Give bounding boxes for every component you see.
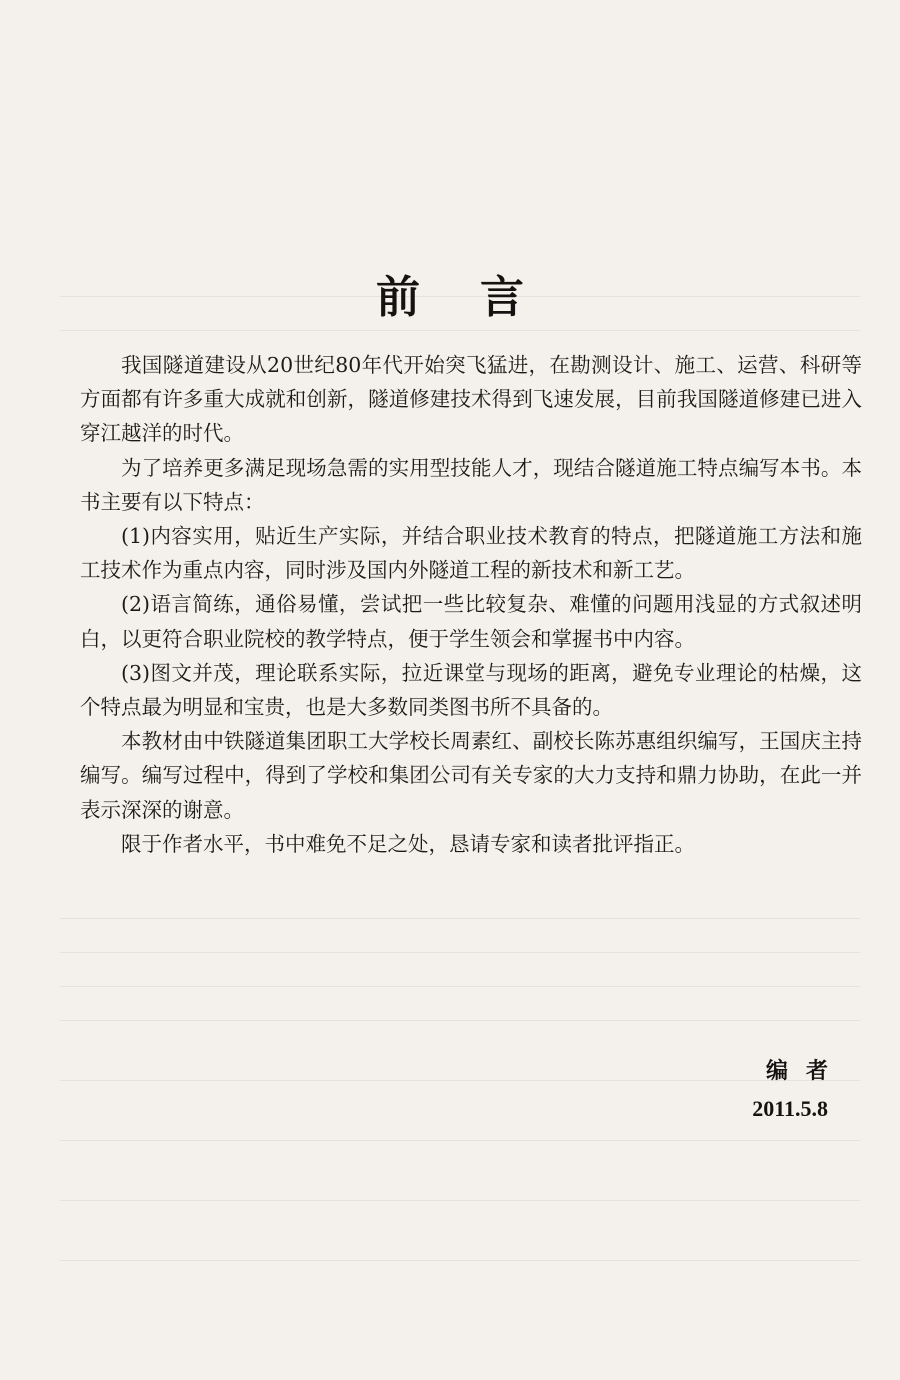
show-through-line: [60, 1020, 860, 1021]
page-title: 前言: [376, 272, 584, 324]
paragraph: (2)语言简练，通俗易懂，尝试把一些比较复杂、难懂的问题用浅显的方式叙述明白，以更符合职业院校的教学特点，便于学生领会和掌握书中内容。: [80, 592, 862, 651]
paragraph: 为了培养更多满足现场急需的实用型技能人才，现结合隧道施工特点编写本书。本书主要有以下特点：: [80, 455, 862, 514]
show-through-line: [60, 1260, 860, 1261]
show-through-line: [60, 1200, 860, 1201]
show-through-line: [60, 986, 860, 987]
paragraph: 限于作者水平，书中难免不足之处，恳请专家和读者批评指正。: [121, 831, 695, 856]
paragraph: (1)内容实用，贴近生产实际，并结合职业技术教育的特点，把隧道施工方法和施工技术作为重点内容，同时涉及国内外隧道工程的新技术和新工艺。: [80, 524, 862, 583]
signature-author: 编者: [765, 1058, 846, 1084]
paragraph: 我国隧道建设从20世纪80年代开始突飞猛进，在勘测设计、施工、运营、科研等方面都有许多重大成就和创新，隧道修建技术得到飞速发展，目前我国隧道修建已进入穿江越洋的时代。: [80, 353, 862, 446]
show-through-line: [60, 1080, 860, 1081]
signature-date: 2011.5.8: [752, 1096, 828, 1121]
paragraph: 本教材由中铁隧道集团职工大学校长周素红、副校长陈苏惠组织编写，王国庆主持编写。编写过程中，得到了学校和集团公司有关专家的大力支持和鼎力协助，在此一并表示深深的谢意。: [80, 729, 862, 822]
paragraph: (3)图文并茂，理论联系实际，拉近课堂与现场的距离，避免专业理论的枯燥，这个特点最为明显和宝贵，也是大多数同类图书所不具备的。: [80, 660, 862, 720]
show-through-line: [60, 918, 860, 919]
show-through-line: [60, 1140, 860, 1141]
preface-body: [80, 348, 862, 861]
show-through-line: [60, 952, 860, 953]
show-through-line: [60, 330, 860, 331]
